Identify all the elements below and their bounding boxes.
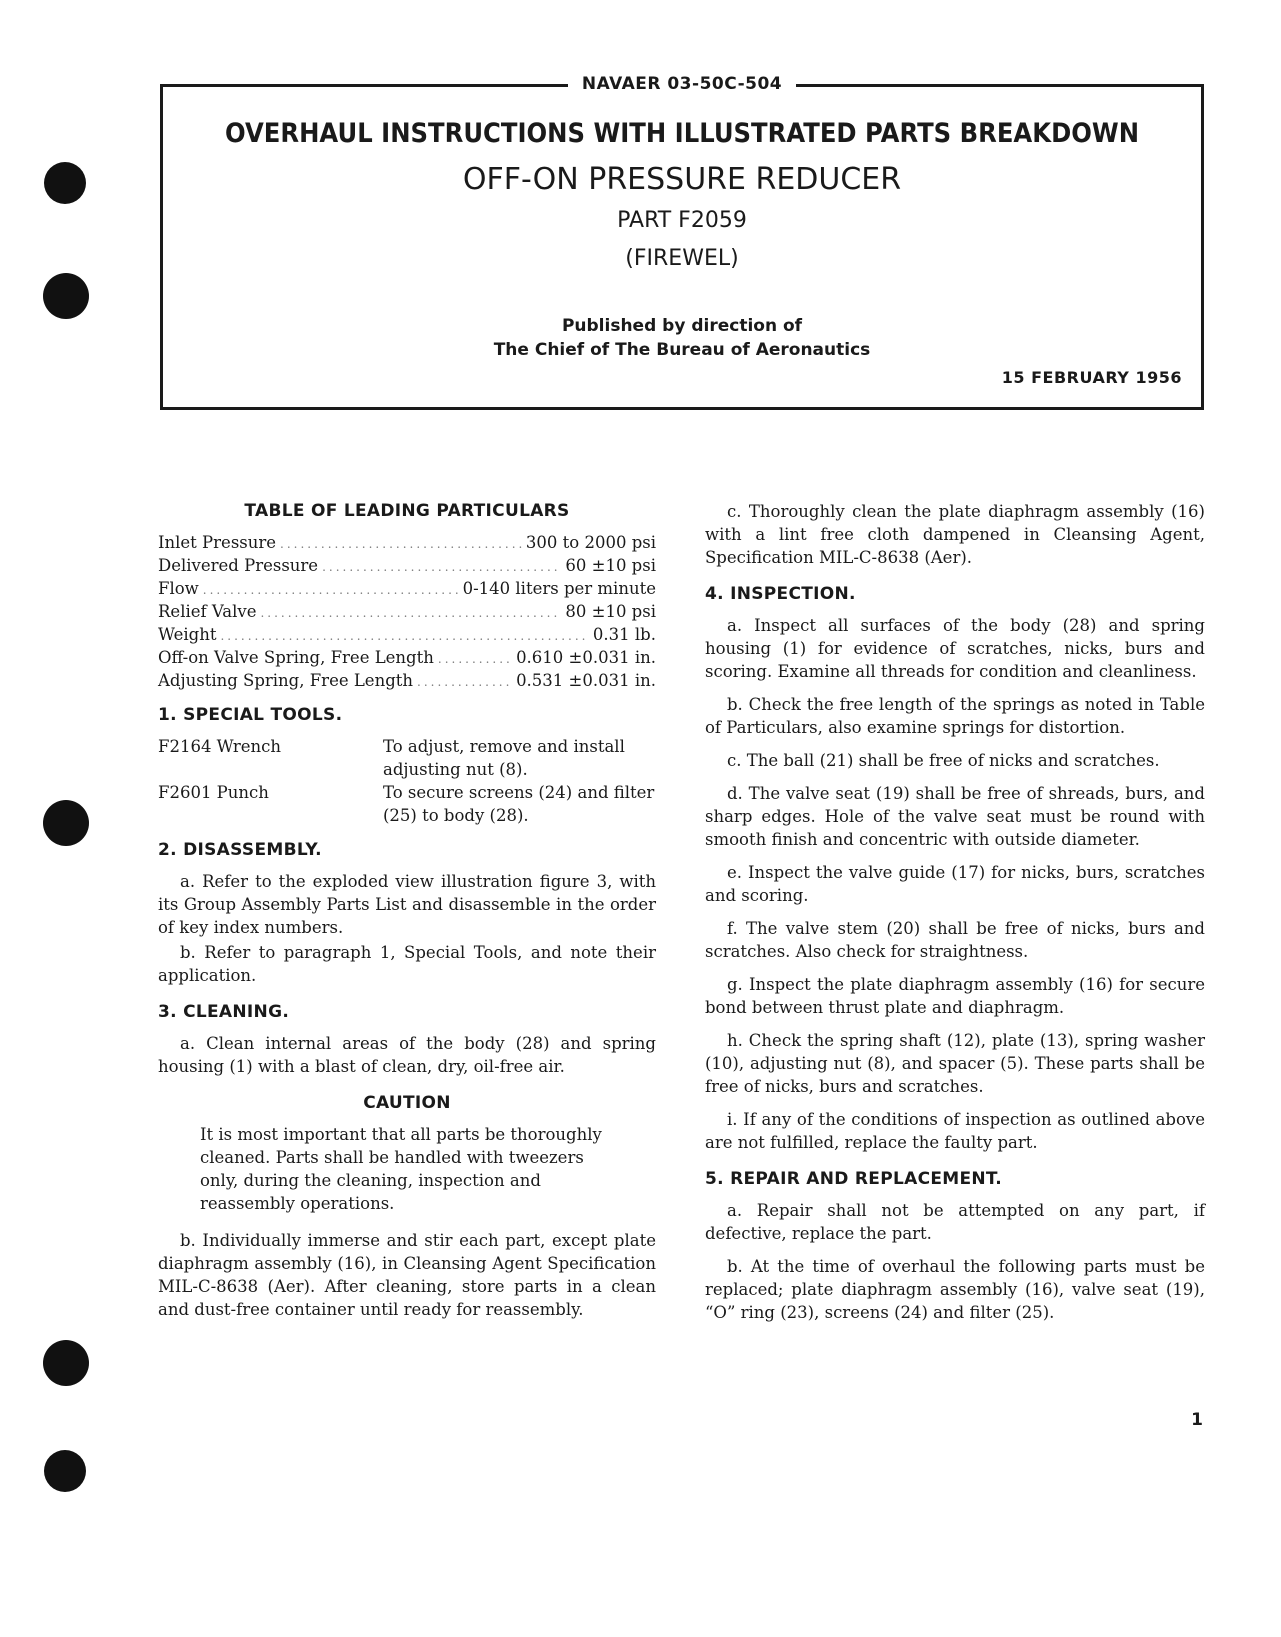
particular-value: 80 ±10 psi (565, 602, 656, 621)
tool-description: To adjust, remove and install adjusting nut (8). (383, 737, 625, 779)
paragraph: i. If any of the conditions of inspection as outlined above are not fulfilled, replace the faulty part. (705, 1110, 1205, 1152)
particular-value: 0.31 lb. (592, 625, 656, 644)
paragraph: a. Clean internal areas of the body (28) and spring housing (1) with a blast of clean, dry, oil-free air. (158, 1034, 656, 1076)
paragraph: a. Refer to the exploded view illustration figure 3, with its Group Assembly Parts List and disassemble in the order of key index numbers. (158, 872, 656, 937)
binder-hole (43, 1340, 89, 1386)
leader-dots (438, 648, 512, 671)
right-column (705, 500, 1205, 1334)
paragraph: a. Repair shall not be attempted on any part, if defective, replace the part. (705, 1201, 1205, 1243)
leader-dots (220, 625, 588, 648)
special-tools-heading: 1. SPECIAL TOOLS. (158, 705, 343, 725)
paragraph: h. Check the spring shaft (12), plate (13), spring washer (10), adjusting nut (8), and spacer (5). These parts shall be free of nicks, burs and scratches. (705, 1031, 1205, 1096)
document-number (160, 72, 1204, 96)
paragraph: b. Refer to paragraph 1, Special Tools, and note their application. (158, 943, 656, 985)
binder-hole (43, 800, 89, 846)
publication-authority (160, 314, 1204, 362)
table-row (158, 735, 656, 781)
table-row (158, 646, 656, 669)
leader-dots (280, 533, 522, 556)
paragraph: a. Inspect all surfaces of the body (28) and spring housing (1) for evidence of scratches, nicks, burs and scoring. Examine all threads for condition and cleanliness. (705, 616, 1205, 681)
paragraph: c. Thoroughly clean the plate diaphragm assembly (16) with a lint free cloth dampened in Cleansing Agent, Specification MIL-C-8638 (Aer). (705, 502, 1205, 567)
cleaning-heading: 3. CLEANING. (158, 1002, 290, 1022)
table-row (158, 554, 656, 577)
leader-dots (417, 671, 512, 694)
table-row (158, 669, 656, 692)
particular-label: Weight (158, 625, 217, 644)
table-row (158, 531, 656, 554)
table-row (158, 781, 656, 827)
left-column (158, 500, 656, 1331)
particular-value: 300 to 2000 psi (525, 533, 656, 552)
particular-label: Inlet Pressure (158, 533, 277, 552)
particular-value: 60 ±10 psi (565, 556, 656, 575)
particular-label: Flow (158, 579, 199, 598)
tool-description: To secure screens (24) and filter (25) to body (28). (383, 783, 655, 825)
publication-date: 15 FEBRUARY 1956 (1001, 368, 1182, 387)
binder-hole (43, 273, 89, 319)
paragraph: b. Individually immerse and stir each part, except plate diaphragm assembly (16), in Cleansing Agent Specification MIL-C-8638 (Aer). After cleaning, store parts in a clean and dust-free container until ready for reassembly. (158, 1231, 656, 1319)
published-line-2: The Chief of The Bureau of Aeronautics (493, 340, 871, 360)
caution-text: It is most important that all parts be thoroughly cleaned. Parts shall be handled with tweezers only, during the cleaning, inspection and reassembly operations. (200, 1125, 602, 1213)
document-number-text: NAVAER 03-50C-504 (568, 74, 796, 94)
document-title: OVERHAUL INSTRUCTIONS WITH ILLUSTRATED PARTS BREAKDOWN (224, 118, 1140, 149)
particular-value: 0-140 liters per minute (462, 579, 656, 598)
binder-hole (44, 1450, 86, 1492)
table-row (158, 600, 656, 623)
document-subtitle: OFF-ON PRESSURE REDUCER (462, 162, 902, 197)
disassembly-heading: 2. DISASSEMBLY. (158, 840, 322, 860)
published-line-1: Published by direction of (561, 316, 803, 336)
tool-code: F2601 Punch (158, 783, 269, 802)
particular-label: Off-on Valve Spring, Free Length (158, 648, 434, 667)
repair-heading: 5. REPAIR AND REPLACEMENT. (705, 1169, 1002, 1189)
particular-label: Delivered Pressure (158, 556, 319, 575)
leading-particulars-table (158, 531, 656, 692)
paragraph: c. The ball (21) shall be free of nicks and scratches. (727, 751, 1160, 770)
paragraph: b. Check the free length of the springs as noted in Table of Particulars, also examine springs for distortion. (705, 695, 1205, 737)
binder-hole (44, 162, 86, 204)
special-tools-table (158, 735, 656, 827)
particular-label: Adjusting Spring, Free Length (158, 671, 414, 690)
paragraph: d. The valve seat (19) shall be free of shreads, burs, and sharp edges. Hole of the valve seat must be round with smooth finish and concentric with outside diameter. (705, 784, 1205, 849)
paragraph: f. The valve stem (20) shall be free of nicks, burs and scratches. Also check for straightness. (705, 919, 1205, 961)
paragraph: b. At the time of overhaul the following parts must be replaced; plate diaphragm assembly (16), valve seat (19), “O” ring (23), screens (24) and filter (25). (705, 1257, 1205, 1322)
part-number: PART F2059 (617, 208, 747, 233)
leader-dots (322, 556, 561, 579)
particular-value: 0.531 ±0.031 in. (516, 671, 656, 690)
leader-dots (260, 602, 561, 625)
paragraph: g. Inspect the plate diaphragm assembly (16) for secure bond between thrust plate and diaphragm. (705, 975, 1205, 1017)
inspection-heading: 4. INSPECTION. (705, 584, 856, 604)
table-row (158, 623, 656, 646)
caution-heading: CAUTION (363, 1093, 451, 1113)
paragraph: e. Inspect the valve guide (17) for nicks, burs, scratches and scoring. (705, 863, 1205, 905)
leader-dots (203, 579, 459, 602)
leading-particulars-heading: TABLE OF LEADING PARTICULARS (244, 501, 570, 521)
particular-label: Relief Valve (158, 602, 257, 621)
tool-code: F2164 Wrench (158, 737, 282, 756)
table-row (158, 577, 656, 600)
manufacturer: (FIREWEL) (625, 246, 739, 271)
particular-value: 0.610 ±0.031 in. (516, 648, 656, 667)
page-number: 1 (1191, 1410, 1203, 1430)
